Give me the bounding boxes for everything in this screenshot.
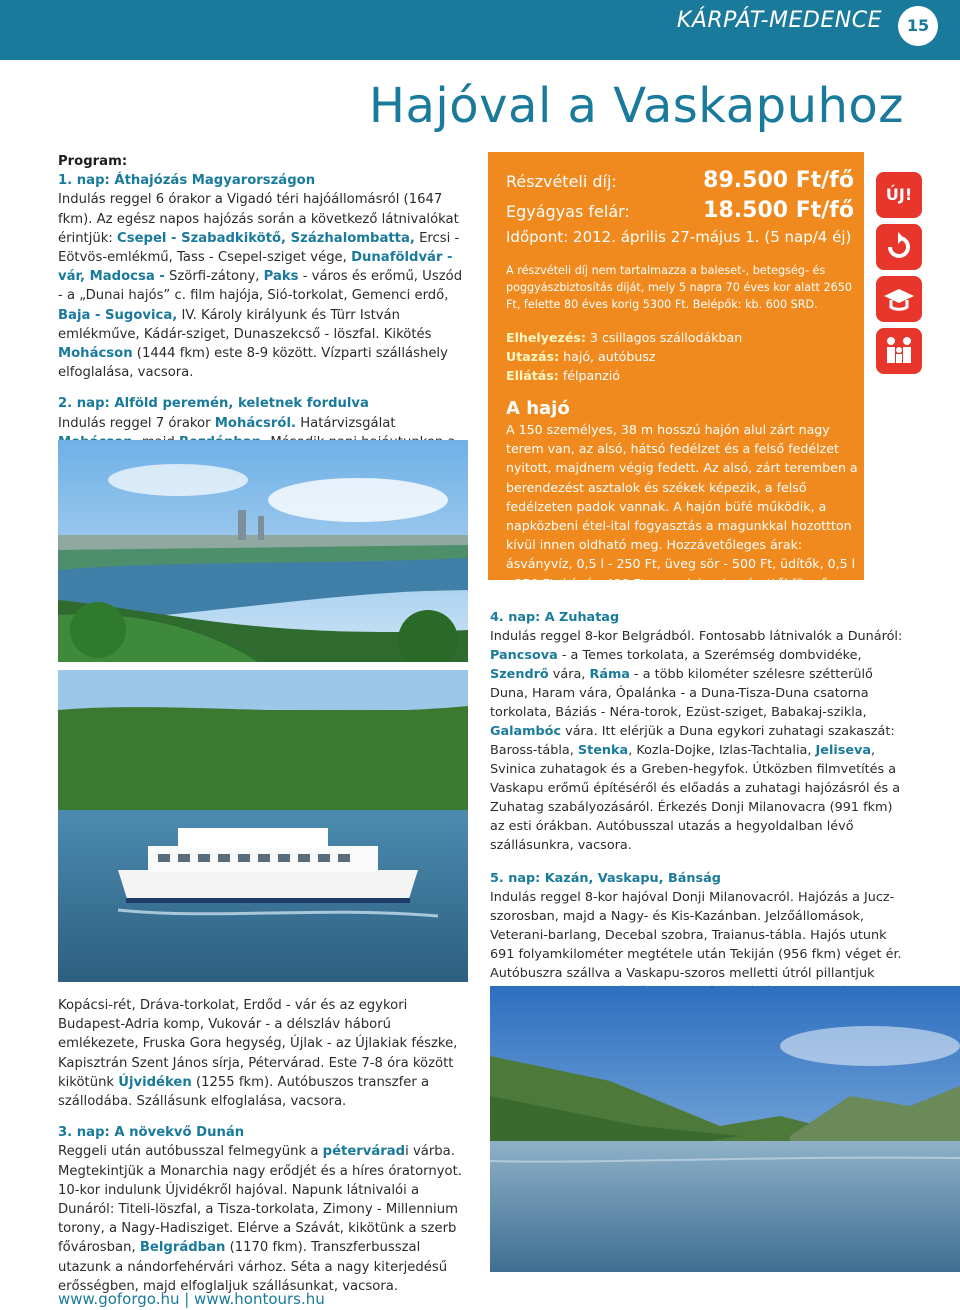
- graduation-icon: [876, 276, 922, 322]
- lodging-value: 3 csillagos szállodákban: [589, 330, 743, 345]
- footer-links[interactable]: www.goforgo.hu | www.hontours.hu: [58, 1290, 325, 1308]
- day4-title: 4. nap: A Zuhatag: [490, 610, 620, 625]
- ship-description: A 150 személyes, 38 m hosszú hajón alul zárt nagy terem van, az alsó, hátsó fedélzet és a felső fedélzet nyitott, majdnem végig fedett. Az alsó, zárt teremben a berendezést asztalok és székek képezik, a felső fedélzeten padok vannak. A hajón büfé működik, a napközbeni étel-ital fogyasztás a magunkkal hozottton kívül innen oldható meg. Hozzávetőleges árak: ásványvíz, 0,5 l - 250 Ft, üveg sör - 500 Ft, üdítők, 0,5 l - 350 Ft, kávé - 400 Ft, szendvicsek mérettől függően 350-800 Ft. A hajón egy férfi és egy női WC található.: [506, 422, 858, 610]
- travel-label: Utazás:: [506, 349, 560, 365]
- day4-text: - a több kilométer szélesre szétterülő Duna, Haram vára, Ópalánka - a Duna-Tisza-Duna csatorna torkolata, Báziás - Néra-torok, Ezüst-sziget, Babakaj-szikla,: [490, 667, 873, 720]
- participation-price: 89.500 Ft/fő: [703, 168, 854, 193]
- day1-text: Szörfi-zátony,: [169, 269, 260, 285]
- day4-place: Pancsova: [490, 648, 558, 663]
- date-line: Időpont: 2012. április 27-május 1. (5 nap/4 éj): [506, 228, 852, 246]
- day4-place: Ráma: [589, 667, 630, 682]
- day4-place: Szendrő: [490, 667, 549, 682]
- day1-place: Csepel - Szabadkikötő, Százhalombatta,: [117, 230, 415, 246]
- day4-text: , Svinica zuhatagok és a Greben-hegyfok. Útközben filmvetítés a Vaskapu erőmű építéséről és előadás a zuhatagi hajózásról és a Zuhatag szabályozásáról. Érkezés Donji Milanovacra (991 fkm) az esti órákban. Autóbusszal utazás a hegyoldalban lévő szállásunkra, vacsora.: [490, 743, 901, 853]
- day4-text: - a Temes torkolata, a Szerémség dombvidéke,: [561, 648, 862, 663]
- board-value: félpanzió: [562, 368, 621, 384]
- day1-place: Dunaföldvár - vár, Madocsa -: [58, 250, 453, 285]
- day4-text: vára,: [552, 667, 586, 682]
- day1-text: (1444 fkm) este 8-9 között. Vízparti szálláshely elfoglalása, vacsora.: [58, 346, 448, 381]
- day1-place: Paks: [263, 269, 299, 285]
- refresh-icon: [876, 224, 922, 270]
- program-heading: Program:: [58, 154, 128, 169]
- price-info-box: [488, 152, 864, 610]
- page-number-badge: 15: [898, 6, 938, 46]
- day2-text: Határvizsgálat: [300, 415, 396, 431]
- left-column-bottom: [58, 996, 468, 1304]
- day3-place: pétervárad: [322, 1144, 406, 1160]
- day3-text: (1170 fkm). Transzferbusszal utazunk a nándorfehérvári várhoz. Séta a nagy kiterjedésű erősségben, majd elfoglaljuk szállásunkat, vacsora.: [58, 1240, 448, 1294]
- day1-text: Indulás reggel 6 órakor a Vigadó téri hajóállomásról (1647 fkm). Az egész napos hajózás során a következő látnivalókat érintjük:: [58, 192, 459, 246]
- day2-text: Indulás reggel 7 órakor: [58, 415, 211, 431]
- day4-place: Galambóc: [490, 724, 562, 739]
- day2-text: Kopácsi-rét, Dráva-torkolat, Erdőd - vár és az egykori Budapest-Adria komp, Vukovár - a délszláv háború emlékezete, Fruska Gora hegység, Újlak - az Újlakiak fészke, Kapisztrán Szent János sírja, Pétervárad. Este 7-8 óra között kikötünk: [58, 998, 458, 1090]
- day1-text: IV. Károly királyunk és Türr István emlékműve, Kádár-sziget, Dunaszekcső - löszfal. Kikötés: [58, 307, 432, 342]
- page-title: Hajóval a Vaskapuhoz: [368, 78, 904, 134]
- day2-title: 2. nap: Alföld peremén, keletnek fordulva: [58, 396, 369, 412]
- board-label: Ellátás:: [506, 368, 559, 384]
- price-note: A részvételi díj nem tartalmazza a baleset-, betegség- és poggyászbiztosítás díját, mely 5 napra 70 éves kor alatt 2650 Ft, felette 80 éves korig 5300 Ft. Belépők: kb. 600 SRD.: [506, 264, 852, 311]
- day4-text: Indulás reggel 8-kor Belgrádból. Fontosabb látnivalók a Dunáról:: [490, 629, 903, 644]
- accommodation-info: [506, 328, 858, 386]
- day4-place: Jeliseva: [815, 743, 871, 758]
- single-supplement-price: 18.500 Ft/fő: [703, 198, 854, 223]
- day3-title: 3. nap: A növekvő Dunán: [58, 1125, 245, 1141]
- day1-text: - város és erőmű, Uszód - a „Dunai hajós” c. film hajója, Sió-torkolat, Gemenci erdő,: [58, 269, 463, 304]
- photo-river-boat: [58, 670, 468, 982]
- participation-label: Részvételi díj:: [506, 172, 617, 191]
- day5-title: 5. nap: Kazán, Vaskapu, Bánság: [490, 871, 721, 886]
- day1-place: Baja - Sugovica,: [58, 307, 178, 323]
- day2-text: (1255 fkm). Autóbuszos transzfer a szállodába. Szállásunk elfoglalása, vacsora.: [58, 1074, 430, 1110]
- day1-place: Mohácson: [58, 346, 133, 362]
- day1-text: Ercsi - Eötvös-emlékmű, Tass - Csepel-sziget vége,: [58, 230, 460, 266]
- family-icon: [876, 328, 922, 374]
- single-supplement-label: Egyágyas felár:: [506, 202, 630, 221]
- day3-text: Reggeli után autóbusszal felmegyünk a: [58, 1144, 319, 1160]
- lodging-label: Elhelyezés:: [506, 330, 586, 345]
- ship-heading: A hajó: [506, 398, 570, 419]
- new-badge: ÚJ!: [876, 172, 922, 218]
- day4-text: , Kozla-Dojke, Izlas-Tachtalia,: [628, 743, 812, 758]
- day5-text: Indulás reggel 8-kor hajóval Donji Milanovacról. Hajózás a Jucz-szorosban, majd a Nagy- és Kis-Kazánban. Jelzőállomások, Veterani-barlang, Decebal szobra, Traianus-tábla. Hajós utunk 691 folyamkilométer megtétele után Tekiján (956 fkm) véget ér. Autóbuszra szállva a Vaskapu-szoros melletti útról pillantjuk: [490, 890, 902, 981]
- travel-value: hajó, autóbusz: [563, 349, 656, 365]
- day2-place: Mohácsról.: [214, 415, 296, 431]
- section-title: KÁRPÁT-MEDENCE: [676, 8, 882, 33]
- day1-title: 1. nap: Áthajózás Magyarországon: [58, 173, 316, 189]
- day4-text: vára. Itt elérjük a Duna egykori zuhatagi szakaszát: Baross-tábla,: [490, 724, 895, 758]
- day3-place: Belgrádban: [139, 1240, 226, 1256]
- day2-place: Újvidéken: [118, 1074, 192, 1090]
- photo-danube-city: [58, 440, 468, 662]
- day3-text: i várba. Megtekintjük a Monarchia nagy erődjét és a híres óratornyot. 10-kor indulunk Újvidékről hajóval. Napunk látnivalói a Dunáról: Titeli-löszfal, a Tisza-torkolata, Zimony - Millennium torony, a Nagy-Hadisziget. Elérve a Szávát, kikötünk a szerb fővárosban,: [58, 1144, 462, 1256]
- day4-place: Stenka: [577, 743, 629, 758]
- photo-iron-gate-gorge: [490, 986, 960, 1272]
